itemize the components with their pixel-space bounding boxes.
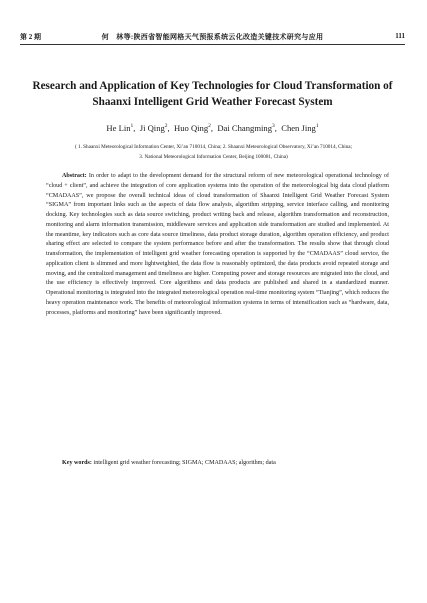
abstract-text: In order to adapt to the development demand for the structural reform of new meteorological operational technology of “cloud + client”, and achieve the integration of core application systems into the operation of the meteorological big data cloud platform “CMADAAS”, we propose the overall technical ideas of cloud transformation of Shaanxi Intelligent Grid Weather Forecast System “SIGMA” from important links such as the aspects of data flow analysis, algorithm stripping, service interface calling, and monitoring docking. Key technologies such as data source switching, product writing back and release, algorithm transformation and reconstruction, monitoring and alarm information transmission, middleware services and application side transformation are studied and implemented. At the meantime, key indicators such as core data source timeliness, data product storage duration, algorithm operation efficiency, and product sharing effect are selected to compare the system performance before and after the transformation. The results show that through cloud transformation, the implementation of intelligent grid weather forecasting operation is supported by the “CMADAAS” cloud service, the application client is slimmed and more lightweighted, the data flow is reasonably optimized, the data products avoid repeated storage and moving, and the centralized management and timeliness are higher. Computing power and storage resources are migrated into the cloud, and the use efficiency is effectively improved. Core algorithms and data products are published and shared in a standardized manner. Operational monitoring is integrated into the integrated meteorological operation real-time monitoring system “Tianjing”, which reduces the heavy operation maintenance work. The benefits of meteorological information systems in terms of intensification such as “hardware, data, processes, platforms and monitoring” have been significantly improved. — [46, 173, 389, 316]
abstract — [46, 172, 389, 318]
page-header — [20, 32, 405, 44]
author-affiliation-mark: 2 — [164, 123, 168, 130]
page-number: 111 — [395, 32, 405, 40]
author-affiliation-mark: 3 — [272, 123, 275, 130]
author-list: He Lin$^1$, Ji Qing$^2$, Huo Qing$^2$, Dai Changming$^3$, Chen Jing$^1$ — [106, 123, 319, 133]
author-name: Chen Jing — [281, 123, 316, 133]
author-affiliation-mark: 2 — [208, 123, 211, 130]
abstract-label: Abstract: — [62, 173, 87, 179]
running-title: 何 林等:陕西省智能网格天气预报系统云化改造关键技术研究与应用 — [101, 33, 324, 41]
author-name: Dai Changming — [217, 123, 273, 133]
keywords-text: intelligent grid weather forecasting; SIGMA; CMADAAS; algorithm; data — [93, 460, 276, 466]
paper-title: Research and Application of Key Technologies for Cloud Transformation of Shaanxi Intelligent Grid Weather Forecast System — [32, 80, 393, 108]
header-rule — [20, 44, 405, 45]
issue-number: 第 2 期 — [20, 33, 41, 41]
author-affiliation-mark: 1 — [130, 123, 134, 130]
author-name: Huo Qing — [174, 123, 209, 133]
keywords — [46, 459, 389, 469]
affiliations-line: ( 1. Shaanxi Meteorological Information Center, Xi’an 710014, China; 2. Shaanxi Meteorological Observatory, Xi’an 710014, China; — [74, 144, 353, 150]
affiliations-line: 3. National Meteorological Information Center, Beijing 100081, China) — [139, 153, 288, 160]
author-affiliation-mark: 1 — [315, 123, 319, 130]
affiliations — [30, 143, 397, 162]
author-name: He Lin — [106, 123, 131, 133]
author-name: Ji Qing — [139, 123, 165, 133]
keywords-label: Key words: — [62, 460, 92, 466]
